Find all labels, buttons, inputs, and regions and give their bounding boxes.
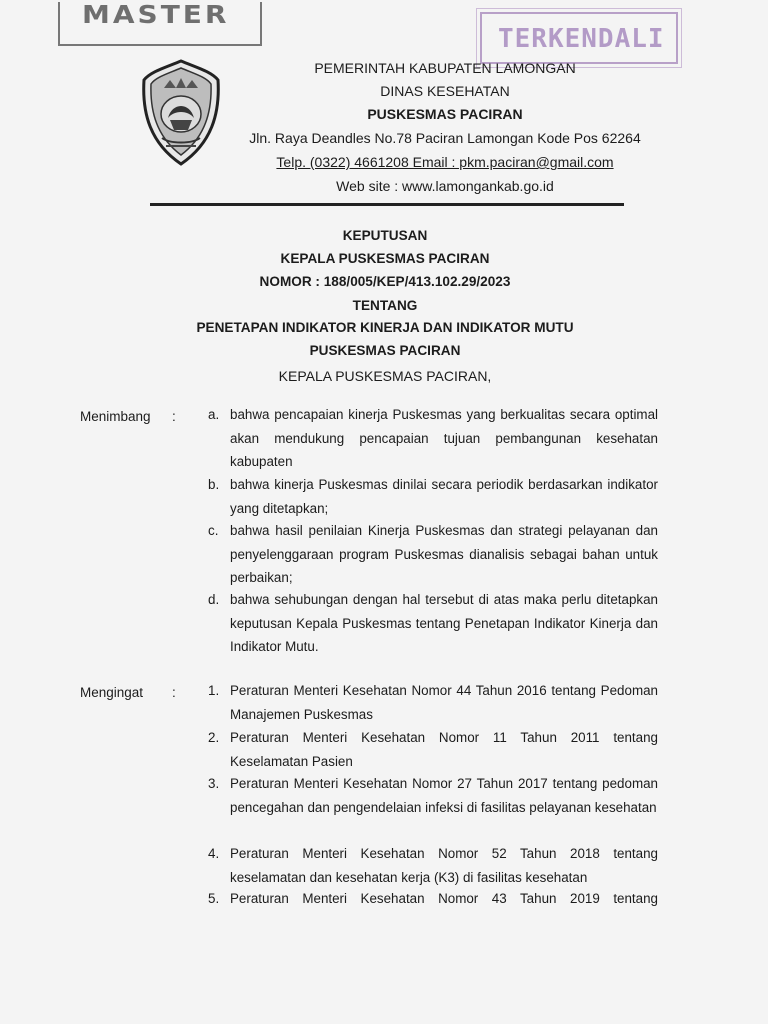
mengingat-colon: : [172, 685, 176, 700]
letterhead-address: Jln. Raya Deandles No.78 Paciran Lamongan Kode Pos 62264 [249, 130, 641, 146]
list-item-text: Peraturan Menteri Kesehatan Nomor 27 Tahun 2017 tentang pedoman pencegahan dan pengendelaian infeksi di fasilitas pelayanan kesehatan [230, 776, 658, 815]
decree-about: TENTANG [352, 298, 418, 313]
decree-subject-line-2: PUSKESMAS PACIRAN [309, 343, 461, 358]
letterhead-divider [150, 203, 624, 206]
list-marker: 4. [208, 846, 220, 861]
list-item-text: Peraturan Menteri Kesehatan Nomor 52 Tahun 2018 tentang keselamatan dan kesehatan kerja (K3) di fasilitas kesehatan [230, 846, 658, 885]
master-stamp-text: MASTER [82, 0, 230, 30]
list-item [208, 403, 658, 474]
list-item-text: bahwa pencapaian kinerja Puskesmas yang berkualitas secara optimal akan mendukung pencapaian tujuan pembangunan kesehatan kabupaten [230, 407, 658, 469]
list-item-text: Peraturan Menteri Kesehatan Nomor 11 Tahun 2011 tentang Keselamatan Pasien [230, 730, 658, 769]
letterhead-government: PEMERINTAH KABUPATEN LAMONGAN [314, 60, 576, 76]
letterhead-institution: PUSKESMAS PACIRAN [367, 106, 523, 122]
list-item [208, 726, 658, 773]
list-marker: a. [208, 407, 220, 422]
lamongan-regency-emblem-icon [140, 58, 222, 168]
letterhead-website: Web site : www.lamongankab.go.id [336, 178, 554, 194]
decree-number: NOMOR : 188/005/KEP/413.102.29/2023 [259, 274, 511, 289]
letterhead-contact: Telp. (0322) 4661208 Email : pkm.paciran@gmail.com [276, 154, 614, 170]
terkendali-stamp-text: TERKENDALI [498, 24, 665, 54]
letterhead-department: DINAS KESEHATAN [380, 83, 510, 99]
list-item-text: Peraturan Menteri Kesehatan Nomor 43 Tahun 2019 tentang [230, 891, 658, 906]
master-stamp [58, 2, 262, 46]
terkendali-stamp [480, 12, 678, 64]
decree-subject-line-1: PENETAPAN INDIKATOR KINERJA DAN INDIKATOR MUTU [196, 320, 574, 335]
list-marker: 2. [208, 730, 220, 745]
list-item [208, 842, 658, 889]
decree-type: KEPUTUSAN [342, 228, 428, 243]
list-item [208, 887, 658, 911]
decree-issuer: KEPALA PUSKESMAS PACIRAN [280, 251, 490, 266]
list-item-text: bahwa kinerja Puskesmas dinilai secara periodik berdasarkan indikator yang ditetapkan; [230, 477, 658, 516]
list-item [208, 588, 658, 659]
list-item-text: bahwa hasil penilaian Kinerja Puskesmas dan strategi pelayanan dan penyelenggaraan program Puskesmas dianalisis sebagai bahan untuk perbaikan; [230, 523, 658, 585]
list-marker: 3. [208, 776, 220, 791]
list-marker: 5. [208, 891, 220, 906]
list-item [208, 772, 658, 819]
menimbang-colon: : [172, 409, 176, 424]
list-marker: c. [208, 523, 219, 538]
list-marker: b. [208, 477, 220, 492]
list-marker: 1. [208, 683, 220, 698]
list-marker: d. [208, 592, 220, 607]
list-item-text: bahwa sehubungan dengan hal tersebut di atas maka perlu ditetapkan keputusan Kepala Puskesmas tentang Penetapan Indikator Kinerja dan Indikator Mutu. [230, 592, 658, 654]
list-item [208, 519, 658, 590]
list-item [208, 473, 658, 520]
mengingat-label: Mengingat [80, 685, 144, 700]
list-item-text: Peraturan Menteri Kesehatan Nomor 44 Tahun 2016 tentang Pedoman Manajemen Puskesmas [230, 683, 658, 722]
decree-closing: KEPALA PUSKESMAS PACIRAN, [278, 368, 492, 384]
menimbang-label: Menimbang [80, 409, 151, 424]
list-item [208, 679, 658, 726]
